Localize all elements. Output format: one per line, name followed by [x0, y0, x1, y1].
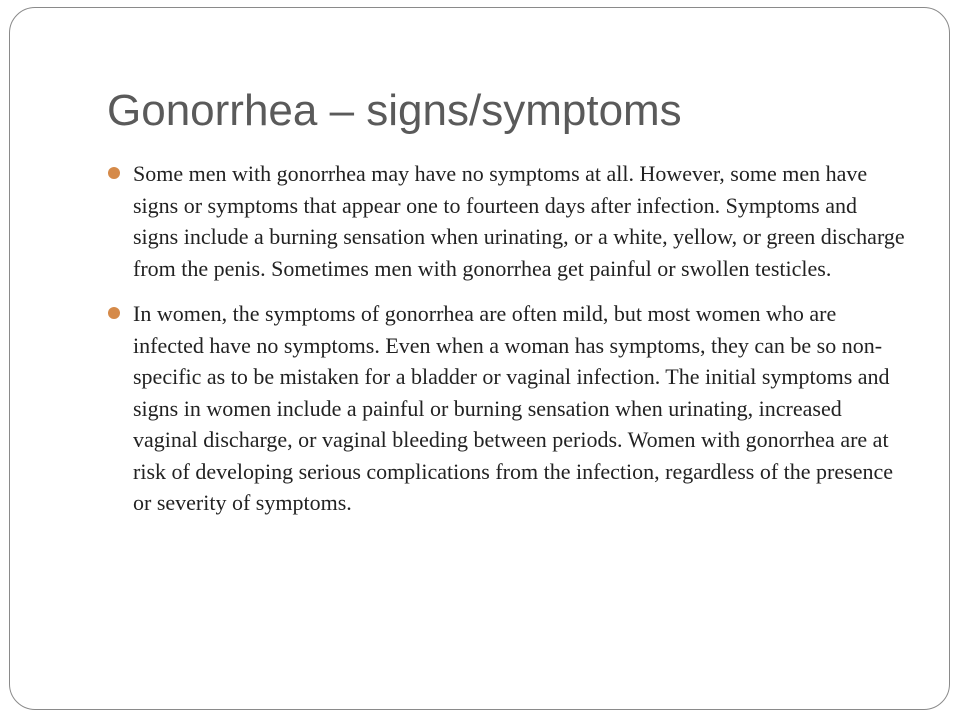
bullet-item-men — [107, 158, 907, 284]
bullet-text: In women, the symptoms of gonorrhea are often mild, but most women who are infected have no symptoms. Even when a woman has symptoms, they can be so non-specific as to be mistaken for a bladder or vaginal infection. The initial symptoms and signs in women include a painful or burning sensation when urinating, increased vaginal discharge, or vaginal bleeding between periods. Women with gonorrhea are at risk of developing serious complications from the infection, regardless of the presence or severity of symptoms. — [133, 301, 893, 515]
bullet-list — [107, 158, 907, 533]
bullet-dot-icon — [108, 307, 120, 319]
bullet-item-women — [107, 298, 907, 519]
bullet-text: Some men with gonorrhea may have no symptoms at all. However, some men have signs or symptoms that appear one to fourteen days after infection. Symptoms and signs include a burning sensation when urinating, or a white, yellow, or green discharge from the penis. Sometimes men with gonorrhea get painful or swollen testicles. — [133, 161, 905, 281]
bullet-dot-icon — [108, 167, 120, 179]
slide-title: Gonorrhea – signs/symptoms — [107, 86, 682, 135]
